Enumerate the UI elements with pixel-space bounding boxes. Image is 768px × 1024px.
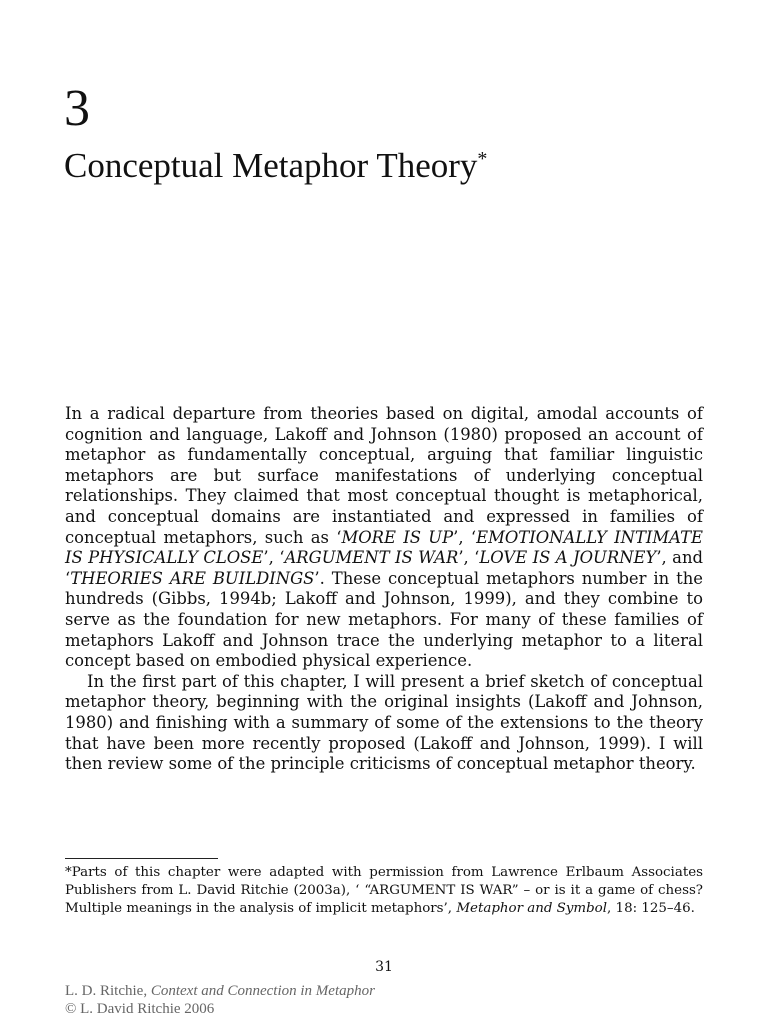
punctuation: ’, ‘ [458, 548, 480, 568]
paragraph-1-text: In a radical departure from theories based on digital, amodal accounts of cognition and language, Lakoff and Johnson (1980) proposed an account of metaphor as fundamentally conceptual, arguing that familiar linguistic metaphors are but surface manifestations of underlying conceptual relationships. They claimed that most conceptual thought is metaphorical, and conceptual domains are instantiated and expressed in families of conceptual metaphors, such as ‘ [65, 404, 703, 547]
chapter-number: 3 [64, 80, 90, 137]
body-text [65, 404, 703, 775]
chapter-title [64, 138, 487, 187]
metaphor-emotionally-intimate: EMOTIONALLY INTIMATE IS PHYSICALLY CLOSE [65, 527, 704, 568]
footnote-journal: Metaphor and Symbol [456, 901, 608, 917]
metaphor-love-is-a-journey: LOVE IS A JOURNEY [479, 548, 657, 568]
imprint [65, 982, 375, 1018]
page-number: 31 [375, 959, 393, 975]
metaphor-more-is-up: MORE IS UP [341, 527, 454, 547]
imprint-line-1 [65, 982, 375, 1000]
punctuation: ’, and ‘ [65, 548, 703, 588]
chapter-title-text: Conceptual Metaphor Theory [64, 146, 478, 185]
footnote-citation: , 18: 125–46. [607, 901, 695, 917]
imprint-book-title: Context and Connection in Metaphor [150, 983, 375, 999]
paragraph-2: In the first part of this chapter, I will present a brief sketch of conceptual metaphor theory, beginning with the original insights (Lakoff and Johnson, 1980) and finishing with a summary of some of the extensions to the theory that have been more recently proposed (Lakoff and Johnson, 1999). I will then review some of the principle criticisms of conceptual metaphor theory. [65, 671, 703, 774]
footnote-divider [65, 858, 218, 859]
metaphor-argument-is-war: ARGUMENT IS WAR [284, 548, 459, 568]
paragraph-1-continuation: ’. These conceptual metaphors number in the hundreds (Gibbs, 1994b; Lakoff and Johnson, 1999), and they combine to serve as the foundation for new metaphors. For many of these families of metaphors Lakoff and Johnson trace the underlying metaphor to a literal concept based on embodied physical experience. [65, 568, 703, 671]
metaphor-theories-are-buildings: THEORIES ARE BUILDINGS [70, 568, 315, 588]
imprint-author: L. D. Ritchie, [65, 983, 151, 999]
punctuation: ’, ‘ [453, 527, 477, 547]
footnote-text: *Parts of this chapter were adapted with permission from Lawrence Erlbaum Associates Publishers from L. David Ritchie (2003a), ‘ “ARGUMENT IS WAR” – or is it a game of chess? Multiple meanings in the analysis of implicit metaphors’, [65, 865, 703, 917]
imprint-copyright: © L. David Ritchie 2006 [65, 1001, 215, 1017]
footnote [65, 864, 703, 919]
paragraph-1 [65, 404, 703, 672]
title-footnote-marker: * [477, 148, 488, 170]
punctuation: ’, ‘ [263, 548, 285, 568]
